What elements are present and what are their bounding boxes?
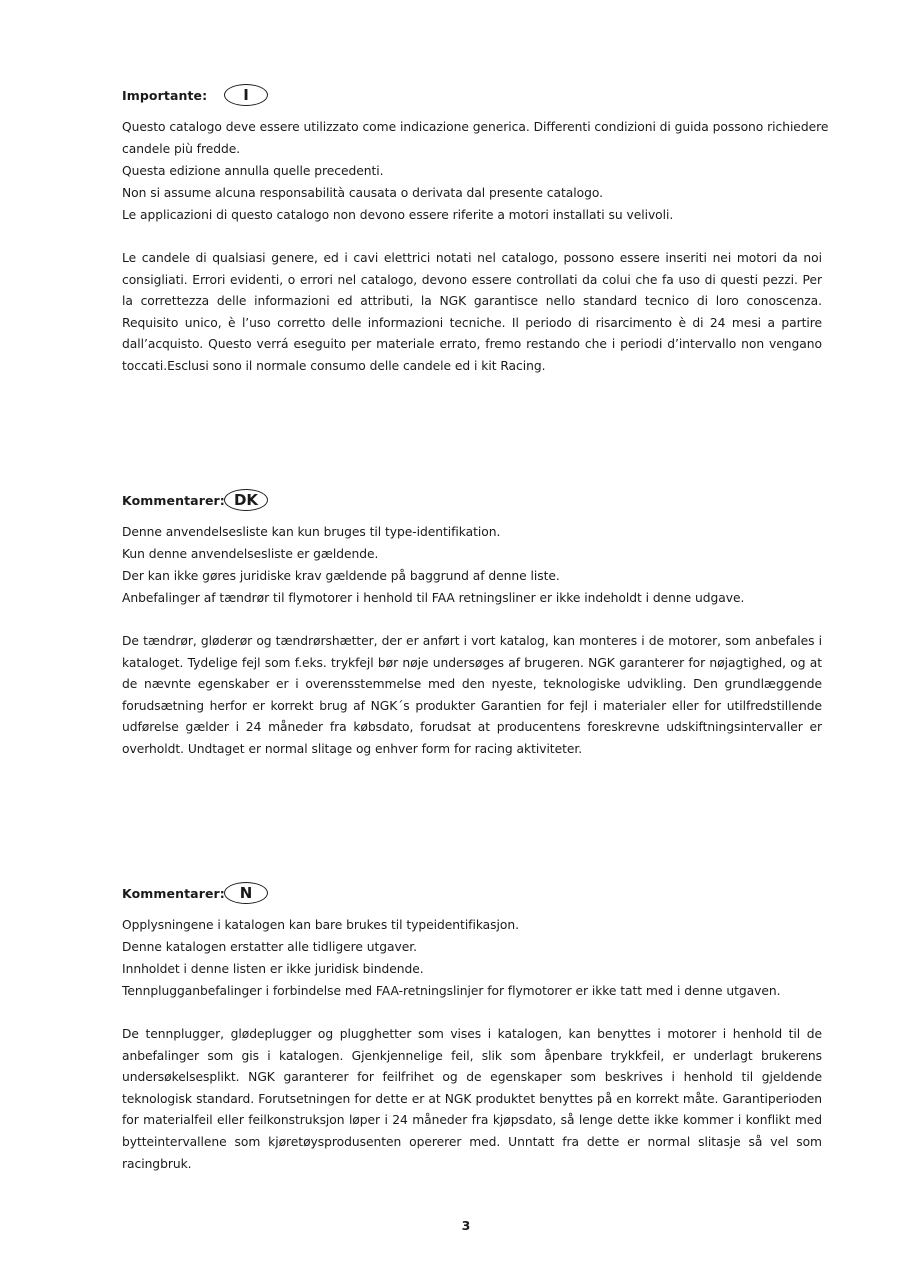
- text-line: Kun denne anvendelsesliste er gældende.: [122, 547, 379, 561]
- text-line: Opplysningene i katalogen kan bare brukes til typeidentifikasjon.: [122, 918, 519, 932]
- section-norwegian: [122, 880, 822, 1175]
- language-badge: DK: [224, 489, 268, 511]
- text-line: Questo catalogo deve essere utilizzato come indicazione generica. Differenti condizioni di guida possono richiedere: [122, 120, 829, 134]
- section-label: Kommentarer:: [122, 885, 225, 901]
- section-label: Kommentarer:: [122, 492, 225, 508]
- section-danish: [122, 487, 822, 761]
- page-number: 3: [461, 1218, 471, 1233]
- section-italian: [122, 82, 829, 378]
- language-badge: N: [224, 882, 268, 904]
- section-header: [122, 82, 822, 108]
- text-line: Tennplugganbefalinger i forbindelse med FAA-retningslinjer for flymotorer er ikke tatt med i denne utgaven.: [122, 984, 781, 998]
- text-line: Le applicazioni di questo catalogo non devono essere riferite a motori installati su velivoli.: [122, 208, 674, 222]
- text-line: Denne katalogen erstatter alle tidligere utgaver.: [122, 940, 417, 954]
- section-header: [122, 880, 822, 906]
- text-line: Denne anvendelsesliste kan kun bruges til type-identifikation.: [122, 525, 501, 539]
- body-paragraph: Le candele di qualsiasi genere, ed i cavi elettrici notati nel catalogo, possono essere inseriti nei motori da noi consigliati. Errori evidenti, o errori nel catalogo, devono essere controllati da colui che fa uso di questi pezzi. Per la correttezza delle informazioni ed attributi, la NGK garantisce nello standard tecnico di loro conoscenza. Requisito unico, è l’uso corretto delle informazioni tecniche. Il periodo di risarcimento è di 24 mesi a partire dall’acquisto. Questo verrá eseguito per materiale errato, fremo restando che i periodi d’intervallo non vengano toccati.Esclusi sono il normale consumo delle candele ed i kit Racing.: [122, 251, 822, 373]
- text-line: Questa edizione annulla quelle precedenti.: [122, 164, 384, 178]
- body-paragraph: De tennplugger, glødeplugger og plugghetter som vises i katalogen, kan benyttes i motorer i henhold til de anbefalinger som gis i katalogen. Gjenkjennelige feil, slik som åpenbare trykkfeil, er underlagt brukerens undersøkelsesplikt. NGK garanterer for feilfrihet og de egenskaper som beskrives i henhold til gjeldende teknologisk standard. Forutsetningen for dette er at NGK produktet benyttes på en korrekt måte. Garantiperioden for materialfeil eller feilkonstruksjon løper i 24 måneder fra kjøpsdato, så lenge dette ikke kommer i konflikt med bytteintervallene som kjøretøysprodusenten opererer med. Unntatt fra dette er normal slitasje så vel som racingbruk.: [122, 1027, 822, 1171]
- language-badge: I: [224, 84, 268, 106]
- section-label: Importante:: [122, 87, 208, 103]
- section-header: [122, 487, 822, 513]
- text-line: Non si assume alcuna responsabilità causata o derivata dal presente catalogo.: [122, 186, 603, 200]
- body-paragraph: De tændrør, gløderør og tændrørshætter, der er anført i vort katalog, kan monteres i de motorer, som anbefales i kataloget. Tydelige fejl som f.eks. trykfejl bør nøje undersøges af brugeren. NGK garanterer for nøjagtighed, og at de nævnte egenskaber er i overensstemmelse med den nyeste, teknologiske udvikling. Den grundlæggende forudsætning herfor er korrekt brug af NGK´s produkter Garantien for fejl i materialer eller for utilfredstillende udførelse gælder i 24 måneder fra købsdato, forudsat at producentens foreskrevne udskiftningsintervaller er overholdt. Undtaget er normal slitage og enhver form for racing aktiviteter.: [122, 634, 822, 756]
- text-line: Der kan ikke gøres juridiske krav gældende på baggrund af denne liste.: [122, 569, 560, 583]
- text-line: Anbefalinger af tændrør til flymotorer i henhold til FAA retningsliner er ikke indeholdt i denne udgave.: [122, 591, 745, 605]
- text-line: candele più fredde.: [122, 142, 241, 156]
- text-line: Innholdet i denne listen er ikke juridisk bindende.: [122, 962, 424, 976]
